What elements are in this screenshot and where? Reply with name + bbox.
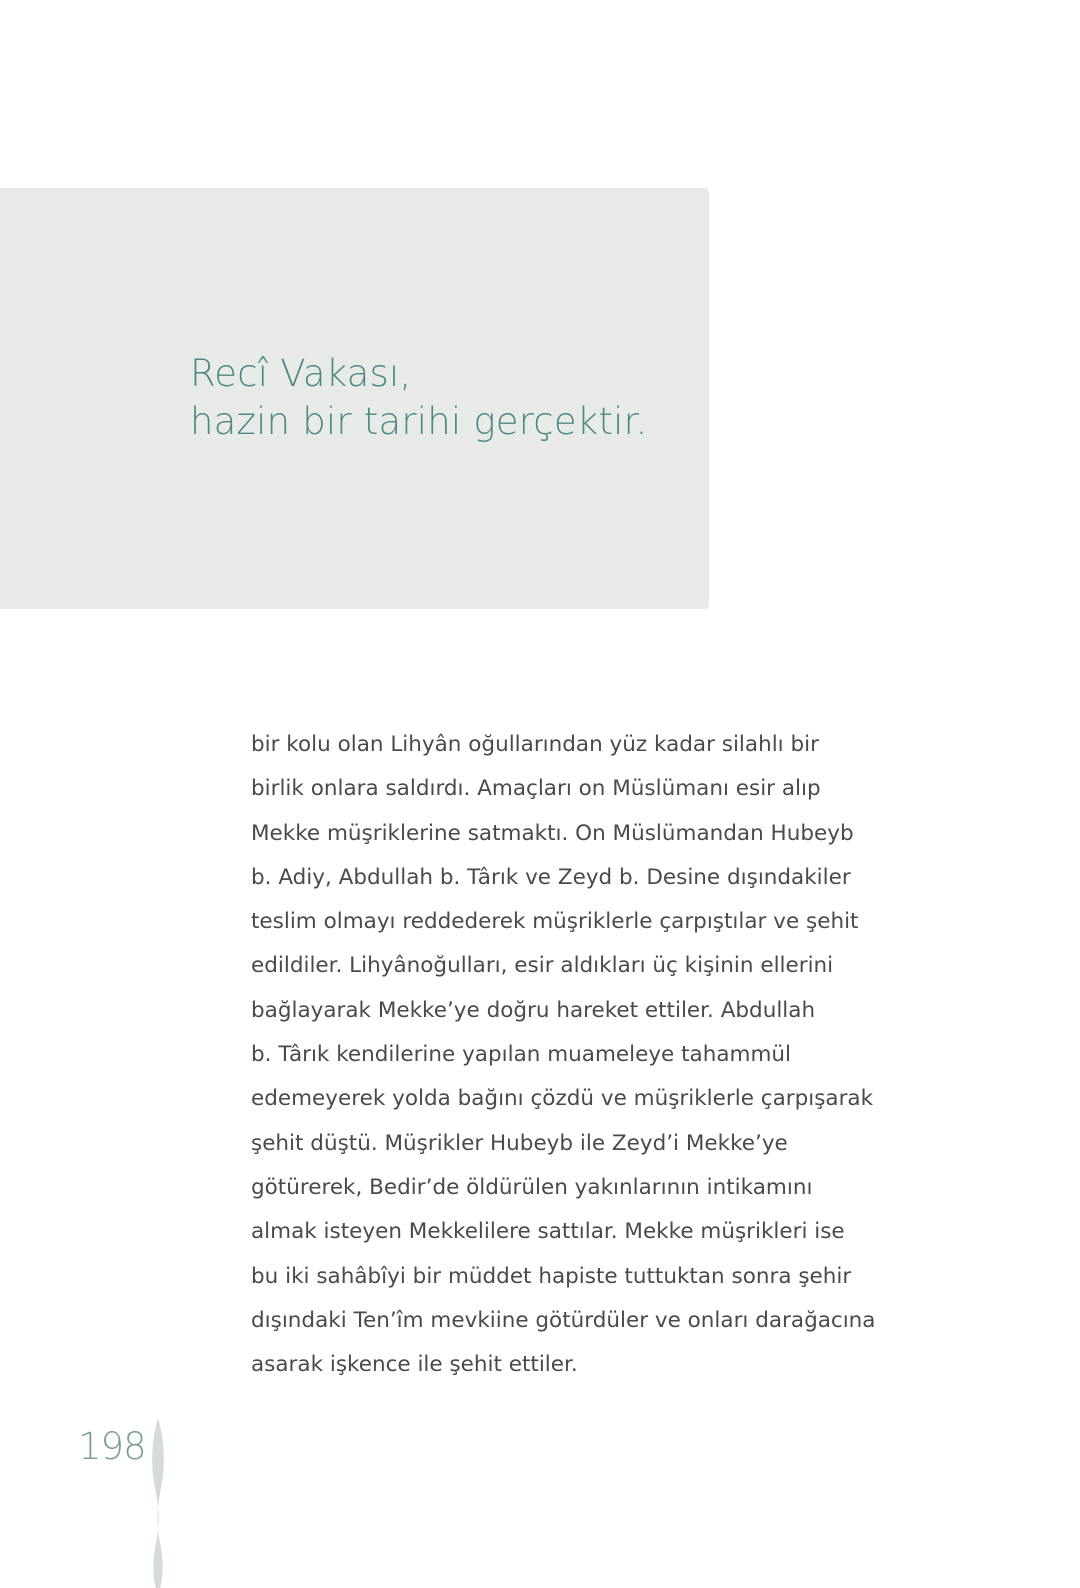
body-line: götürerek, Bedir’de öldürülen yakınlarının intikamını xyxy=(251,1174,813,1200)
body-line: teslim olmayı reddederek müşriklerle çarpıştılar ve şehit xyxy=(251,909,859,935)
body-line: şehit düştü. Müşrikler Hubeyb ile Zeyd’i Mekke’ye xyxy=(251,1130,788,1156)
page-number: 198 xyxy=(78,1425,146,1468)
body-line: asarak işkence ile şehit ettiler. xyxy=(251,1352,578,1378)
body-paragraph xyxy=(251,723,901,1387)
pull-quote xyxy=(190,350,648,446)
body-line: b. Târık kendilerine yapılan muameleye tahammül xyxy=(251,1042,791,1068)
page-ornament-icon xyxy=(147,1418,169,1588)
body-line: dışındaki Ten’îm mevkiine götürdüler ve onları darağacına xyxy=(251,1307,876,1333)
pull-quote-line: hazin bir tarihi gerçektir. xyxy=(190,400,648,443)
body-line: b. Adiy, Abdullah b. Târık ve Zeyd b. Desine dışındakiler xyxy=(251,864,851,890)
body-line: bu iki sahâbîyi bir müddet hapiste tuttuktan sonra şehir xyxy=(251,1263,852,1289)
body-line: almak isteyen Mekkelilere sattılar. Mekke müşrikleri ise xyxy=(251,1219,845,1245)
body-line: edildiler. Lihyânoğulları, esir aldıkları üç kişinin ellerini xyxy=(251,953,834,979)
body-line: bağlayarak Mekke’ye doğru hareket ettiler. Abdullah xyxy=(251,997,816,1023)
body-line: Mekke müşriklerine satmaktı. On Müslümandan Hubeyb xyxy=(251,820,854,846)
pull-quote-line: Recî Vakası, xyxy=(190,352,412,395)
body-line: bir kolu olan Lihyân oğullarından yüz kadar silahlı bir xyxy=(251,732,819,757)
body-line: edemeyerek yolda bağını çözdü ve müşriklerle çarpışarak xyxy=(251,1086,874,1112)
body-line: birlik onlara saldırdı. Amaçları on Müslümanı esir alıp xyxy=(251,776,821,802)
